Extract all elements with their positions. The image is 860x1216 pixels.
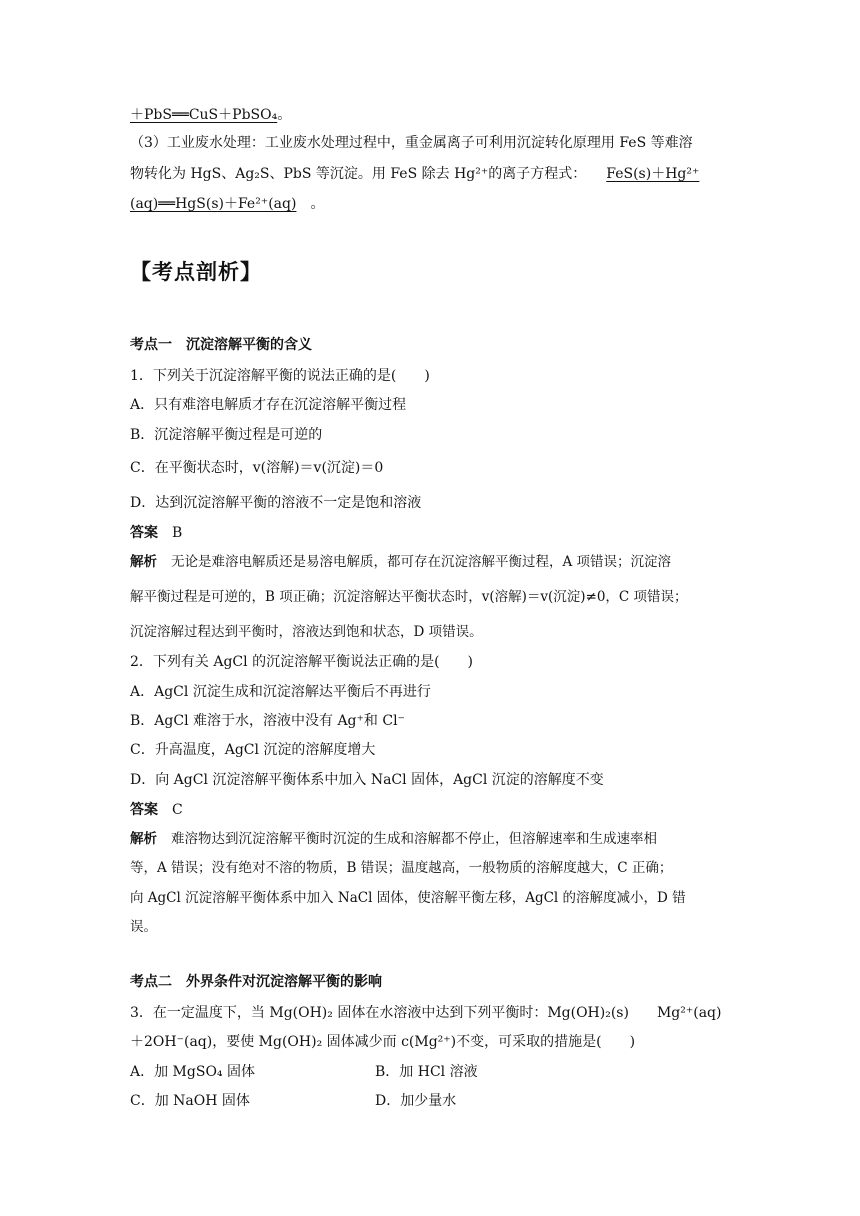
q1-option-d: D．达到沉淀溶解平衡的溶液不一定是饱和溶液 (130, 495, 422, 511)
paragraph-3-line-2: 物转化为 HgS、Ag₂S、PbS 等沉淀。用 FeS 除去 Hg²⁺的离子方程式： FeS(s)＋Hg²⁺ (130, 166, 700, 182)
q2-explanation-1: 解析 难溶物达到沉淀溶解平衡时沉淀的生成和溶解都不停止，但溶解速率和生成速率相 (130, 831, 657, 847)
q1-explanation-3: 沉淀溶解过程达到平衡时，溶液达到饱和状态，D 项错误。 (130, 624, 483, 640)
answer-fill: ＋PbS══CuS＋PbSO₄ (130, 107, 278, 123)
q2-option-b: B．AgCl 难溶于水，溶液中没有 Ag⁺和 Cl⁻ (130, 713, 405, 729)
paragraph-3-line-3: (aq)══HgS(s)＋Fe²⁺(aq) 。 (130, 196, 325, 212)
q2-option-d: D．向 AgCl 沉淀溶解平衡体系中加入 NaCl 固体，AgCl 沉淀的溶解度不变 (130, 772, 604, 788)
q1-option-c: C．在平衡状态时，v(溶解)＝v(沉淀)＝0 (130, 460, 384, 476)
q3-stem-1: 3．在一定温度下，当 Mg(OH)₂ 固体在水溶液中达到下列平衡时：Mg(OH)₂(s) Mg²⁺(aq) (130, 1005, 722, 1021)
q2-answer: 答案 C (130, 802, 183, 818)
q2-option-a: A．AgCl 沉淀生成和沉淀溶解达平衡后不再进行 (130, 684, 431, 700)
q1-stem: 1．下列关于沉淀溶解平衡的说法正确的是( ) (130, 368, 430, 384)
paragraph-3-line-1: （3）工业废水处理：工业废水处理过程中，重金属离子可利用沉淀转化原理用 FeS 等难溶 (130, 135, 693, 151)
q3-option-d: D．加少量水 (375, 1093, 457, 1109)
q2-option-c: C．升高温度，AgCl 沉淀的溶解度增大 (130, 742, 376, 758)
q1-option-b: B．沉淀溶解平衡过程是可逆的 (130, 427, 323, 443)
q1-option-a: A．只有难溶电解质才存在沉淀溶解平衡过程 (130, 397, 407, 413)
top-line-1: ＋PbS══CuS＋PbSO₄。 (130, 107, 292, 123)
q3-stem-2: ＋2OH⁻(aq)，要使 Mg(OH)₂ 固体减少而 c(Mg²⁺)不变，可采取的措施是( ) (130, 1034, 636, 1050)
answer-fill: FeS(s)＋Hg²⁺ (606, 166, 700, 182)
q3-option-b: B．加 HCl 溶液 (375, 1064, 478, 1080)
q2-stem: 2．下列有关 AgCl 的沉淀溶解平衡说法正确的是( ) (130, 654, 473, 670)
q3-option-c: C．加 NaOH 固体 (130, 1093, 250, 1109)
answer-fill: (aq)══HgS(s)＋Fe²⁺(aq) (130, 196, 297, 212)
kaodian-1-title: 考点一 沉淀溶解平衡的含义 (130, 337, 312, 353)
q2-explanation-4: 误。 (130, 919, 157, 935)
q3-option-a: A．加 MgSO₄ 固体 (130, 1064, 255, 1080)
kaodian-2-title: 考点二 外界条件对沉淀溶解平衡的影响 (130, 974, 382, 990)
section-heading: 【考点剖析】 (130, 260, 262, 284)
q2-explanation-2: 等，A 错误；没有绝对不溶的物质，B 错误；温度越高，一般物质的溶解度越大，C 正确； (130, 860, 673, 876)
q1-explanation-2: 解平衡过程是可逆的，B 项正确；沉淀溶解达平衡状态时，v(溶解)＝v(沉淀)≠0，C 项错误； (130, 589, 688, 605)
q1-answer: 答案 B (130, 525, 183, 541)
q2-explanation-3: 向 AgCl 沉淀溶解平衡体系中加入 NaCl 固体，使溶解平衡左移，AgCl 的溶解度减小，D 错 (130, 890, 686, 906)
q1-explanation-1: 解析 无论是难溶电解质还是易溶电解质，都可存在沉淀溶解平衡过程，A 项错误；沉淀溶 (130, 554, 672, 570)
